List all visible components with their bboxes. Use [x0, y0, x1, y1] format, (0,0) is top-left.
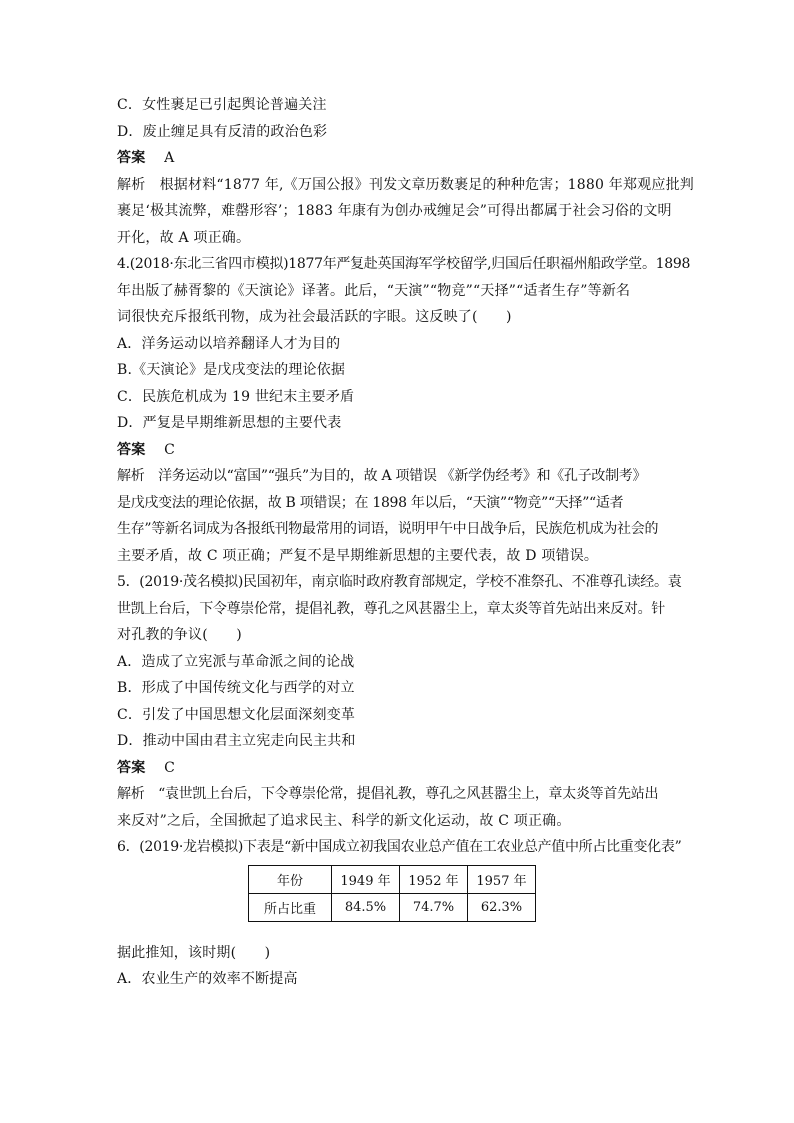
q5-option-b: B．形成了中国传统文化与西学的对立 [117, 680, 355, 696]
answer-value: C [164, 441, 175, 458]
q5-option-d: D．推动中国由君主立宪走向民主共和 [117, 733, 356, 749]
table-cell: 74.7% [400, 893, 468, 921]
table-row [249, 865, 536, 893]
table-cell: 62.3% [468, 893, 536, 921]
q5-option-a: A．造成了立宪派与革命派之间的论战 [117, 653, 355, 670]
q5-stem-line: 对孔教的争议( ) [117, 627, 242, 643]
table-header-cell: 年份 [249, 865, 332, 893]
q4-analysis-line: 主要矛盾，故 C 项正确；严复不是早期维新思想的主要代表，故 D 项错误。 [117, 547, 599, 564]
q3-answer [117, 145, 683, 172]
table-header-cell: 1949 年 [332, 865, 400, 893]
q6-followup: 据此推知，该时期( ) [117, 944, 271, 961]
q6-option-a: A．农业生产的效率不断提高 [117, 971, 298, 987]
q3-option-d: D．废止缠足具有反清的政治色彩 [117, 123, 328, 140]
q4-option-a: A．洋务运动以培养翻译人才为目的 [117, 335, 341, 352]
answer-value: A [164, 150, 175, 166]
table-header-cell: 1957 年 [468, 865, 536, 893]
answer-label: 答案 [117, 441, 146, 458]
q3-analysis-line: 解析 根据材料“1877 年,《万国公报》刊发文章历数裹足的种种危害；1880 年郑观应批判 [117, 176, 694, 193]
document-page [117, 92, 694, 993]
q3-analysis-line: 裹足‘极其流弊，难罄形容’；1883 年康有为创办戒缠足会”可得出都属于社会习俗的文明 [117, 203, 672, 219]
q4-answer [117, 437, 683, 464]
q4-analysis-line: 生存”等新名词成为各报纸刊物最常用的词语，说明甲午中日战争后，民族危机成为社会的 [117, 521, 659, 537]
q6-stem: 6．(2019·龙岩模拟)下表是“新中国成立初我国农业总产值在工农业总产值中所占比重变化表” [117, 839, 682, 855]
answer-label: 答案 [117, 150, 146, 166]
q3-analysis-line: 开化，故 A 项正确。 [117, 229, 251, 246]
q5-analysis-line: 来反对”之后，全国掀起了追求民主、科学的新文化运动，故 C 项正确。 [117, 812, 571, 829]
q4-stem-line: 词很快充斥报纸刊物，成为社会最活跃的字眼。这反映了( ) [117, 309, 512, 325]
q4-option-d: D．严复是早期维新思想的主要代表 [117, 415, 342, 431]
q6-data-table [248, 865, 536, 922]
table-row [249, 893, 536, 921]
answer-label: 答案 [117, 759, 146, 776]
q4-stem-line: 年出版了赫胥黎的《天演论》译著。此后，“天演”“物竞”“天择”“适者生存”等新名 [117, 282, 631, 299]
table-cell: 所占比重 [249, 893, 332, 921]
answer-value: C [164, 759, 175, 776]
q4-stem-line: 4.(2018·东北三省四市模拟)1877年严复赴英国海军学校留学,归国后任职福州船政学堂。1898 [117, 256, 691, 272]
q5-stem-line: 世凯上台后，下令尊崇伦常，提倡礼教，尊孔之风甚嚣尘上，章太炎等首先站出来反对。针 [117, 600, 665, 617]
table-cell: 84.5% [332, 893, 400, 921]
q4-analysis-line: 是戊戌变法的理论依据，故 B 项错误；在 1898 年以后，“天演”“物竞”“天择”“适者 [117, 494, 624, 511]
q4-option-b: B.《天演论》是戊戌变法的理论依据 [117, 362, 346, 378]
q5-analysis-line: 解析 “袁世凯上台后，下令尊崇伦常，提倡礼教，尊孔之风甚嚣尘上，章太炎等首先站出 [117, 786, 659, 802]
q5-option-c: C．引发了中国思想文化层面深刻变革 [117, 706, 356, 723]
q4-option-c: C．民族危机成为 19 世纪末主要矛盾 [117, 388, 355, 405]
table-header-cell: 1952 年 [400, 865, 468, 893]
q3-option-c: C．女性裹足已引起舆论普遍关注 [117, 97, 327, 113]
q4-analysis-line: 解析 洋务运动以“富国”“强兵”为目的，故 A 项错误 《新学伪经考》和《孔子改制考》 [117, 468, 647, 484]
q5-stem-line: 5．(2019·茂名模拟)民国初年，南京临时政府教育部规定，学校不准祭孔、不准尊孔读经。袁 [117, 574, 682, 590]
q5-answer [117, 755, 683, 782]
